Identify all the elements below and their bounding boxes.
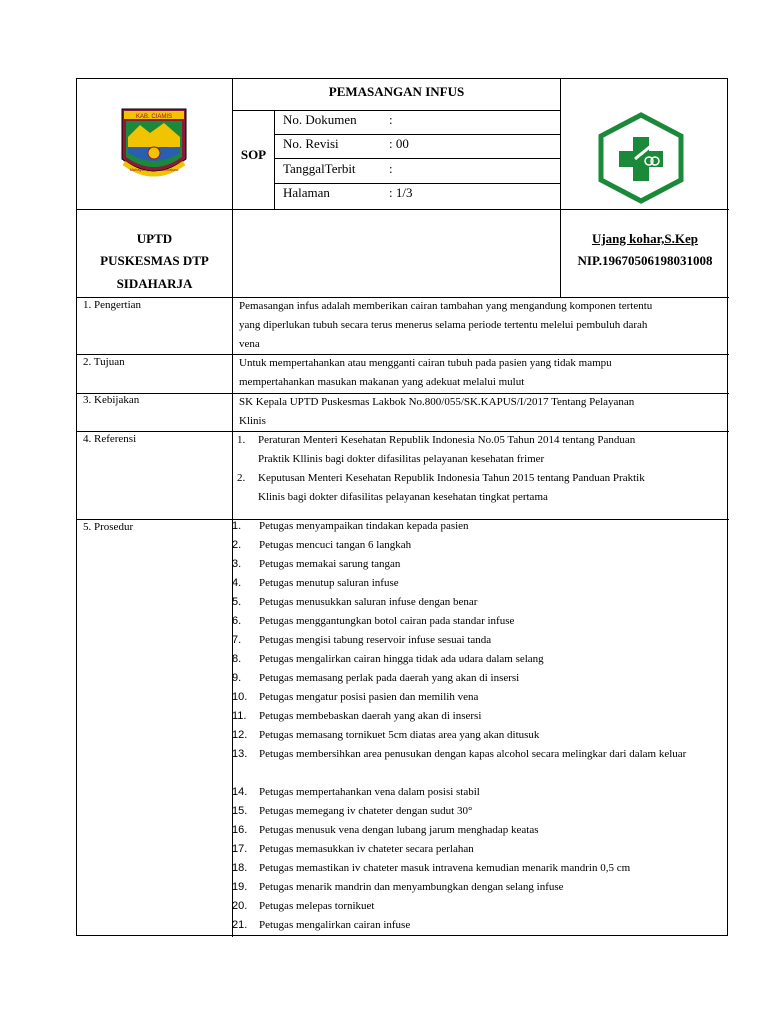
- prosedur-step-number: 19.: [232, 881, 248, 893]
- prosedur-step: [232, 688, 722, 707]
- info-row-line-3: [274, 183, 560, 184]
- referensi-2-line-2: Klinis bagi dokter difasilitas pelayanan kesehatan tingkat pertama: [258, 491, 548, 503]
- prosedur-step-number: 20.: [232, 900, 248, 912]
- prosedur-step: [232, 669, 722, 688]
- referensi-num-1: 1.: [237, 434, 246, 446]
- prosedur-step: [232, 517, 722, 536]
- label-referensi: 4. Referensi: [83, 433, 137, 445]
- prosedur-step: [232, 802, 722, 821]
- tujuan-line-2: mempertahankan masukan makanan yang adekuat melalui mulut: [239, 376, 525, 388]
- prosedur-step: [232, 574, 722, 593]
- ciamis-regency-logo-icon: [118, 103, 190, 183]
- info-label-halaman: Halaman: [283, 185, 330, 200]
- info-row-line-1: [274, 134, 560, 135]
- prosedur-step-number: 21.: [232, 919, 248, 931]
- prosedur-step-text: Petugas memastikan iv chateter masuk intravena kemudian menarik mandrin 0,5 cm: [259, 862, 631, 874]
- prosedur-step-text: Petugas membebaskan daerah yang akan di insersi: [259, 710, 482, 722]
- prosedur-step-number: 10.: [232, 691, 248, 703]
- prosedur-step: [232, 593, 722, 612]
- prosedur-step-number: 4.: [232, 577, 242, 589]
- org-line-uptd: UPTD: [136, 231, 173, 246]
- prosedur-step: [232, 726, 722, 745]
- prosedur-step-text: Petugas menutup saluran infuse: [259, 577, 399, 589]
- prosedur-step-text: Petugas membersihkan area penusukan dengan kapas alcohol secara melingkar dari dalam keluar: [259, 748, 687, 760]
- logo-label: KAB. CIAMIS: [135, 114, 173, 120]
- prosedur-step-text: Petugas menusuk vena dengan lubang jarum menghadap keatas: [259, 824, 539, 836]
- prosedur-step-number: 13.: [232, 748, 248, 760]
- prosedur-step-number: 8.: [232, 653, 242, 665]
- info-value-no-revisi: : 00: [389, 136, 409, 151]
- prosedur-step-text: Petugas menarik mandrin dan menyambungkan dengan selang infuse: [259, 881, 564, 893]
- prosedur-step: [232, 859, 722, 878]
- prosedur-step-number: 5.: [232, 596, 242, 608]
- kebijakan-line-2: Klinis: [239, 415, 266, 427]
- prosedur-step: [232, 650, 722, 669]
- prosedur-step: [232, 783, 722, 802]
- prosedur-step-text: Petugas mempertahankan vena dalam posisi stabil: [259, 786, 480, 798]
- prosedur-step: [232, 821, 722, 840]
- prosedur-step: [232, 631, 722, 650]
- label-prosedur: 5. Prosedur: [83, 521, 134, 533]
- label-pengertian: 1. Pengertian: [83, 299, 142, 311]
- prosedur-step: [232, 897, 722, 916]
- prosedur-step-number: 18.: [232, 862, 248, 874]
- referensi-1-line-1: Peraturan Menteri Kesehatan Republik Indonesia No.05 Tahun 2014 tentang Panduan: [258, 434, 636, 446]
- prosedur-step-number: 17.: [232, 843, 248, 855]
- prosedur-step: [232, 840, 722, 859]
- title-underline: [232, 110, 560, 111]
- sop-document: [76, 78, 728, 936]
- puskesmas-logo-icon: [597, 111, 685, 205]
- sop-divider: [274, 110, 275, 210]
- document-title: PEMASANGAN INFUS: [328, 84, 465, 99]
- pengertian-line-3: vena: [239, 338, 260, 350]
- prosedur-step: [232, 878, 722, 897]
- prosedur-step: [232, 612, 722, 631]
- prosedur-step-text: Petugas memasukkan iv chateter secara perlahan: [259, 843, 474, 855]
- signer-name: Ujang kohar,S.Kep: [591, 231, 699, 246]
- info-value-tanggal-terbit: :: [389, 161, 393, 176]
- label-tujuan: 2. Tujuan: [83, 356, 125, 368]
- prosedur-step: [232, 536, 722, 555]
- prosedur-step-number: 12.: [232, 729, 248, 741]
- prosedur-step-text: Petugas mengalirkan cairan infuse: [259, 919, 411, 931]
- prosedur-step-number: 14.: [232, 786, 248, 798]
- prosedur-step: [232, 707, 722, 726]
- pengertian-line-1: Pemasangan infus adalah memberikan cairan tambahan yang mengandung komponen tertentu: [239, 300, 653, 312]
- prosedur-step: [232, 916, 722, 935]
- referensi-num-2: 2.: [237, 472, 246, 484]
- prosedur-step-text: Petugas memasang perlak pada daerah yang akan di insersi: [259, 672, 520, 684]
- org-line-puskesmas: PUSKESMAS DTP: [100, 253, 209, 268]
- prosedur-step-text: Petugas menggantungkan botol cairan pada standar infuse: [259, 615, 515, 627]
- prosedur-step-number: 9.: [232, 672, 242, 684]
- prosedur-step-text: Petugas memegang iv chateter dengan sudut 30°: [259, 805, 473, 817]
- label-kebijakan: 3. Kebijakan: [83, 394, 140, 406]
- prosedur-step-text: Petugas mengalirkan cairan hingga tidak ada udara dalam selang: [259, 653, 544, 665]
- info-value-halaman: : 1/3: [389, 185, 413, 200]
- prosedur-step-number: 2.: [232, 539, 242, 551]
- org-line-sidaharja: SIDAHARJA: [116, 276, 193, 291]
- prosedur-step-text: Petugas memakai sarung tangan: [259, 558, 401, 570]
- info-row-line-2: [274, 158, 560, 159]
- sop-label: SOP: [240, 147, 267, 162]
- prosedur-step-number: 15.: [232, 805, 248, 817]
- header-divider: [77, 209, 729, 210]
- prosedur-step-number: 7.: [232, 634, 242, 646]
- referensi-2-line-1: Keputusan Menteri Kesehatan Republik Indonesia Tahun 2015 tentang Panduan Praktik: [258, 472, 645, 484]
- kebijakan-line-1: SK Kepala UPTD Puskesmas Lakbok No.800/055/SK.KAPUS/I/2017 Tentang Pelayanan: [239, 396, 635, 408]
- logo-motto: Mahayu Ayuna Kalimuzkaw: [129, 167, 179, 172]
- prosedur-step: [232, 745, 722, 783]
- prosedur-step-text: Petugas menyampaikan tindakan kepada pasien: [259, 520, 469, 532]
- prosedur-step-text: Petugas mengisi tabung reservoir infuse sesuai tanda: [259, 634, 492, 646]
- prosedur-step-number: 16.: [232, 824, 248, 836]
- info-label-tanggal-terbit: TanggalTerbit: [283, 161, 356, 176]
- prosedur-step-number: 6.: [232, 615, 242, 627]
- tujuan-line-1: Untuk mempertahankan atau mengganti cairan tubuh pada pasien yang tidak mampu: [239, 357, 612, 369]
- info-label-no-revisi: No. Revisi: [283, 136, 339, 151]
- pengertian-line-2: yang diperlukan tubuh secara terus menerus selama periode tertentu melelui pembuluh darah: [239, 319, 648, 331]
- prosedur-step-number: 1.: [232, 520, 242, 532]
- signer-nip: NIP.19670506198031008: [577, 253, 713, 268]
- prosedur-step-text: Petugas mencuci tangan 6 langkah: [259, 539, 412, 551]
- referensi-1-line-2: Praktik Kllinis bagi dokter difasilitas pelayanan kesehatan frimer: [258, 453, 545, 465]
- prosedur-step-text: Petugas melepas tornikuet: [259, 900, 375, 912]
- info-label-no-dokumen: No. Dokumen: [283, 112, 357, 127]
- prosedur-step-text: Petugas menusukkan saluran infuse dengan benar: [259, 596, 478, 608]
- prosedur-step-text: Petugas memasang tornikuet 5cm diatas area yang akan ditusuk: [259, 729, 540, 741]
- prosedur-step-number: 3.: [232, 558, 242, 570]
- prosedur-step-number: 11.: [232, 710, 247, 722]
- prosedur-step: [232, 555, 722, 574]
- info-value-no-dokumen: :: [389, 112, 393, 127]
- prosedur-step-text: Petugas mengatur posisi pasien dan memilih vena: [259, 691, 479, 703]
